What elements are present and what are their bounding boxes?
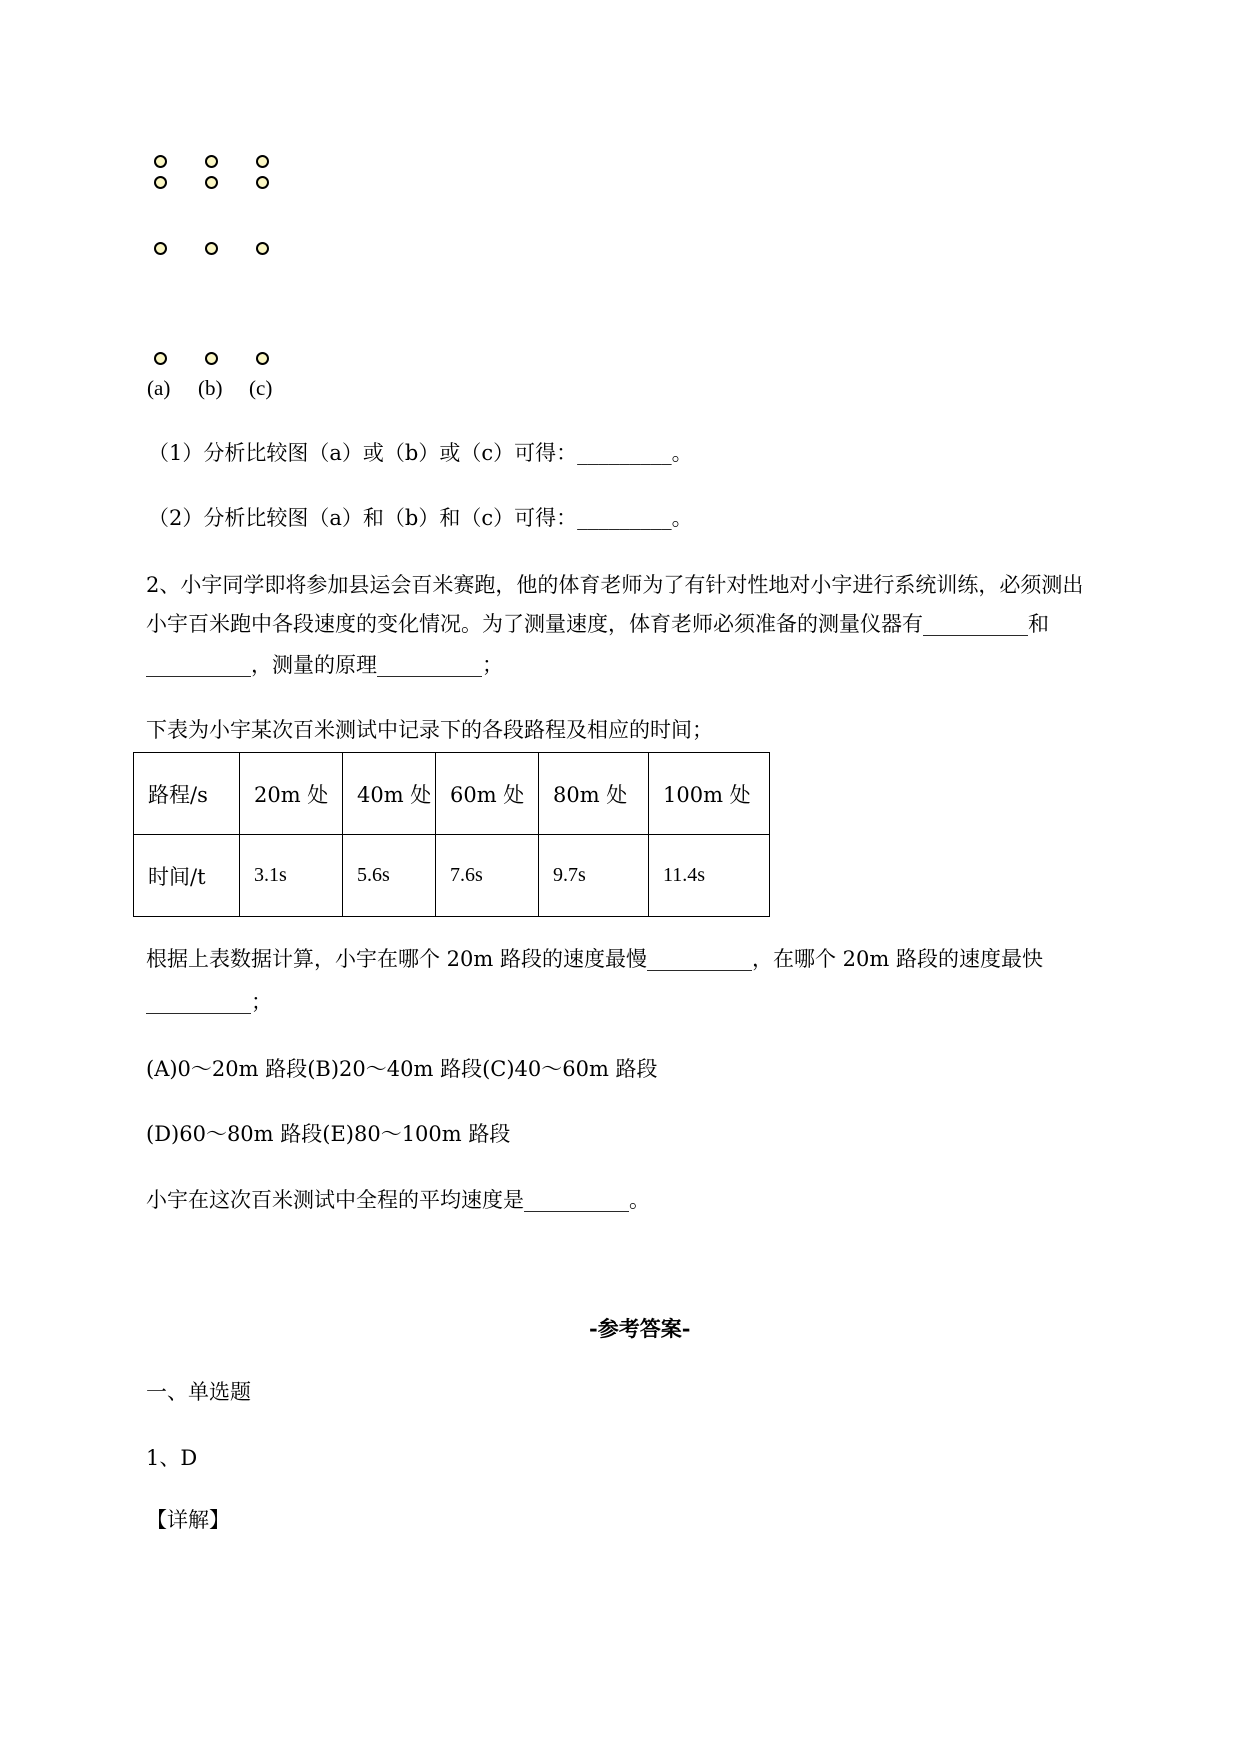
table-cell: 20m 处 xyxy=(240,753,343,835)
q2-options-2: (D)60～80m 路段(E)80～100m 路段 xyxy=(146,1122,511,1146)
table-cell: 60m 处 xyxy=(436,753,539,835)
circle-a3 xyxy=(154,242,167,255)
q2-after1: 根据上表数据计算，小宇在哪个 20m 路段的速度最慢__________，在哪个 20m 路段的速度最快 xyxy=(146,947,1043,971)
q1-part1: （1）分析比较图（a）或（b）或（c）可得：_________。 xyxy=(148,441,693,465)
q2-average: 小宇在这次百米测试中全程的平均速度是__________。 xyxy=(146,1188,650,1212)
table-cell: 7.6s xyxy=(436,835,539,917)
circle-a2 xyxy=(154,176,167,189)
figure-label-c: (c) xyxy=(249,376,273,400)
figure-label-a: (a) xyxy=(147,376,171,400)
data-table xyxy=(133,752,770,917)
circle-b4 xyxy=(205,352,218,365)
table-row-distance xyxy=(134,753,770,835)
answer-item: 1、D xyxy=(146,1446,198,1470)
table-cell: 9.7s xyxy=(539,835,649,917)
circle-b1 xyxy=(205,155,218,168)
table-intro: 下表为小宇某次百米测试中记录下的各段路程及相应的时间； xyxy=(146,718,713,742)
q2-options-1: (A)0～20m 路段(B)20～40m 路段(C)40～60m 路段 xyxy=(146,1057,658,1081)
q1-part2: （2）分析比较图（a）和（b）和（c）可得：_________。 xyxy=(148,506,693,530)
circle-c3 xyxy=(256,242,269,255)
circle-c2 xyxy=(256,176,269,189)
table-cell: 5.6s xyxy=(343,835,436,917)
q2-after2: __________； xyxy=(146,990,272,1014)
q2-line3: __________，测量的原理__________； xyxy=(146,653,503,677)
circle-b2 xyxy=(205,176,218,189)
table-cell: 路程/s xyxy=(134,753,240,835)
circle-c4 xyxy=(256,352,269,365)
figure-label-b: (b) xyxy=(198,376,223,400)
answer-detail: 【详解】 xyxy=(146,1508,230,1532)
table-cell: 100m 处 xyxy=(649,753,770,835)
circle-b3 xyxy=(205,242,218,255)
table-cell: 80m 处 xyxy=(539,753,649,835)
table-cell: 时间/t xyxy=(134,835,240,917)
circle-a1 xyxy=(154,155,167,168)
table-cell: 3.1s xyxy=(240,835,343,917)
circle-c1 xyxy=(256,155,269,168)
circle-a4 xyxy=(154,352,167,365)
answers-title: -参考答案- xyxy=(589,1316,691,1341)
table-cell: 40m 处 xyxy=(343,753,436,835)
table-cell: 11.4s xyxy=(649,835,770,917)
answers-section: 一、单选题 xyxy=(146,1380,251,1404)
table-row-time xyxy=(134,835,770,917)
q2-line1: 2、小宇同学即将参加县运会百米赛跑，他的体育老师为了有针对性地对小宇进行系统训练，必须测出 xyxy=(146,573,1084,597)
q2-line2: 小宇百米跑中各段速度的变化情况。为了测量速度，体育老师必须准备的测量仪器有__________和 xyxy=(146,612,1049,636)
